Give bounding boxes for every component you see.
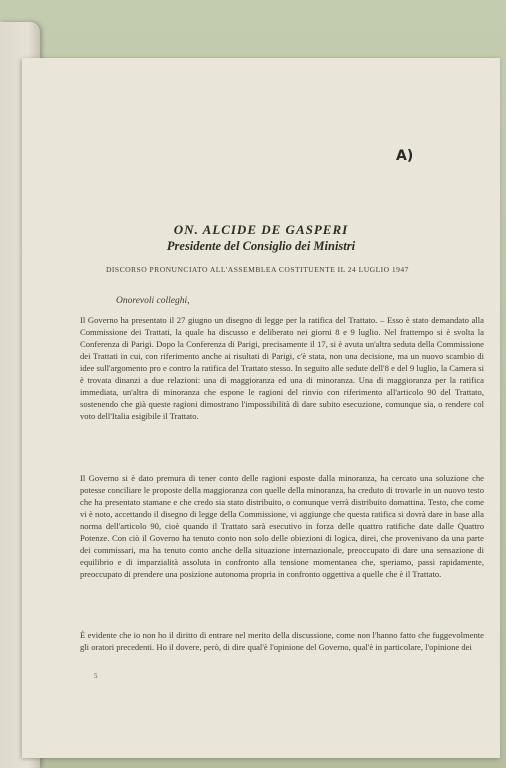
- speech-heading: DISCORSO PRONUNCIATO ALL'ASSEMBLEA COSTITUENTE IL 24 LUGLIO 1947: [106, 265, 409, 274]
- salutation: Onorevoli colleghi,: [116, 296, 190, 306]
- paragraph: Il Governo si è dato premura di tener conto delle ragioni esposte dalla minoranza, ha cercato una soluzione che potesse conciliare le proposte della maggioranza con quelle della minoranza, ha creduto di trovarle in un nuovo testo che ha presentato stamane e che credo sia stato distribuito, o comunque verrà distribuito domattina. Testo, che come vi è noto, accettando il disegno di legge della Commissione, vi aggiunge che questa ratifica si dovrà dare in base alla norma dell'articolo 90, cioè quando il Trattato sarà esecutivo in forza delle quattro ratifiche date dalle Quattro Potenze. Con ciò il Governo ha tenuto conto non solo delle obiezioni di logica, direi, che provenivano da una parte dei commissari, ma ha tenuto conto anche della situazione internazionale, preoccupato di dare una sensazione di equilibrio e di imparzialità assoluta in confronto alla tensione momentanea che, speriamo, passi rapidamente, preoccupato di prendere una posizione autonoma propria in confronto oggettiva a quelle che è il Trattato.: [80, 473, 484, 580]
- author-role: Presidente del Consiglio dei Ministri: [166, 239, 356, 253]
- page-number: 5: [94, 672, 98, 680]
- document-page: [22, 58, 500, 758]
- section-letter: A): [396, 148, 414, 164]
- paragraph: Il Governo ha presentato il 27 giugno un disegno di legge per la ratifica del Trattato. – Esso è stato demandato alla Commissione dei Trattati, la quale ha discusso e deliberato nei giorni 8 e 9 luglio. Nel frattempo si è svolta la Conferenza di Parigi. Dopo la Conferenza di Parigi, precisamente il 17, si è avuta un'altra seduta della Commissione dei Trattati in cui, con riferimento anche ai risultati di Parigi, c'è stata, non una decisione, ma un nuovo scambio di idee sull'argomento pro e contro la ratifica del Trattato stesso. In seguito alle sedute dell'8 e del 9 luglio, la Camera si è trovata dinanzi a due relazioni: una di maggioranza ed una di minoranza. Una di maggioranza per la ratifica immediata, un'altra di minoranza che espone le ragioni del rinvio con riferimento all'articolo 90 del Trattato, sostenendo che già queste ragioni dimostrano l'impossibilità di dare subito esecuzione, comunque sia, o rendere col voto dell'Italia esigibile il Trattato.: [80, 315, 484, 422]
- paragraph: È evidente che io non ho il diritto di entrare nel merito della discussione, come non l'hanno fatto che fuggevolmente gli oratori precedenti. Ho il dovere, però, di dire qual'è l'opinione del Governo, qual'è in particolare, l'opinione dei: [80, 630, 484, 653]
- author-name: ON. ALCIDE DE GASPERI: [173, 222, 349, 237]
